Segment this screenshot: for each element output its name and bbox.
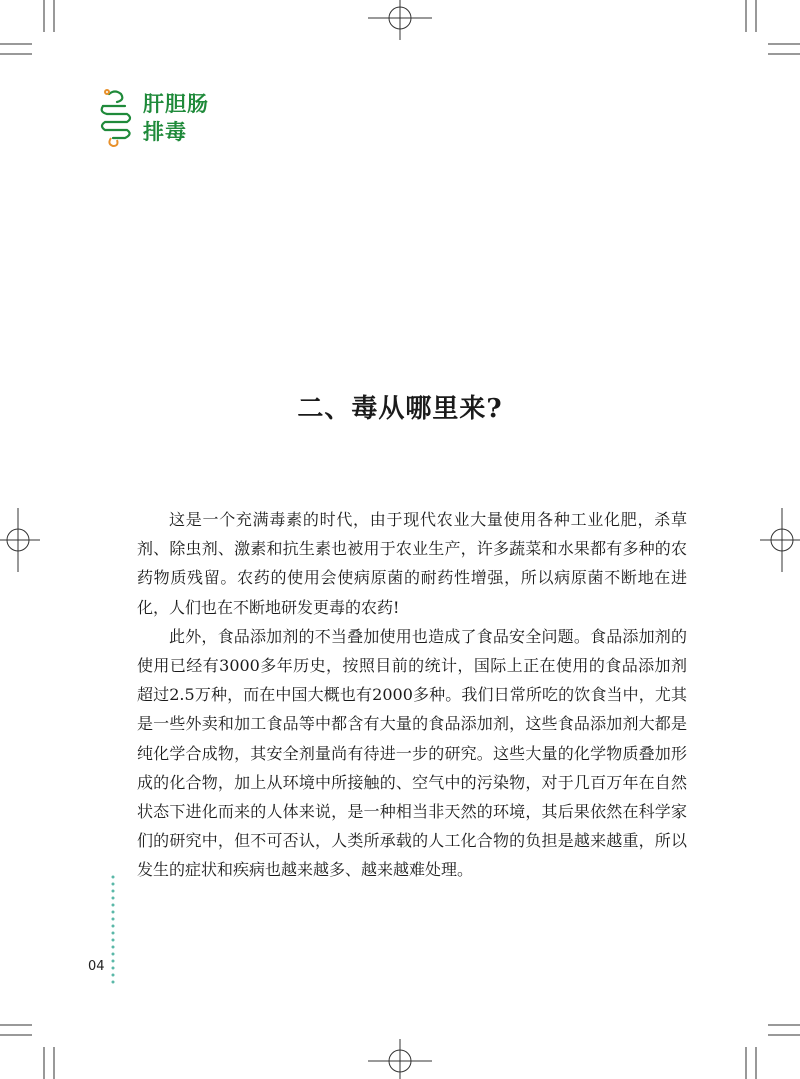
book-title <box>143 90 209 146</box>
paragraph: 这是一个充满毒素的时代，由于现代农业大量使用各种工业化肥，杀草剂、除虫剂、激素和抗生素也被用于农业生产，许多蔬菜和水果都有多种的农药物质残留。农药的使用会使病原菌的耐药性增强，所以病原菌不断地在进化，人们也在不断地研发更毒的农药! <box>137 510 687 617</box>
paragraph: 此外，食品添加剂的不当叠加使用也造成了食品安全问题。食品添加剂的使用已经有3000多年历史，按照目前的统计，国际上正在使用的食品添加剂超过2.5万种，而在中国大概也有2000多种。我们日常所吃的饮食当中，尤其是一些外卖和加工食品等中都含有大量的食品添加剂，这些食品添加剂大都是纯化学合成物，其安全剂量尚有待进一步的研究。这些大量的化学物质叠加形成的化合物，加上从环境中所接触的、空气中的污染物，对于几百万年在自然状态下进化而来的人体来说，是一种相当非天然的环境，其后果依然在科学家们的研究中，但不可否认，人类所承载的人工化合物的负担是越来越重，所以发生的症状和疾病也越来越多、越来越难处理。 <box>137 626 687 880</box>
section-title: 二、毒从哪里来? <box>297 394 503 424</box>
decorative-dots <box>109 874 117 984</box>
page-number: 04 <box>88 959 105 974</box>
intestine-logo-icon <box>95 88 137 148</box>
body-text <box>137 505 687 885</box>
book-title-line2: 排毒 <box>143 120 187 144</box>
book-title-line1: 肝胆肠 <box>143 92 209 116</box>
